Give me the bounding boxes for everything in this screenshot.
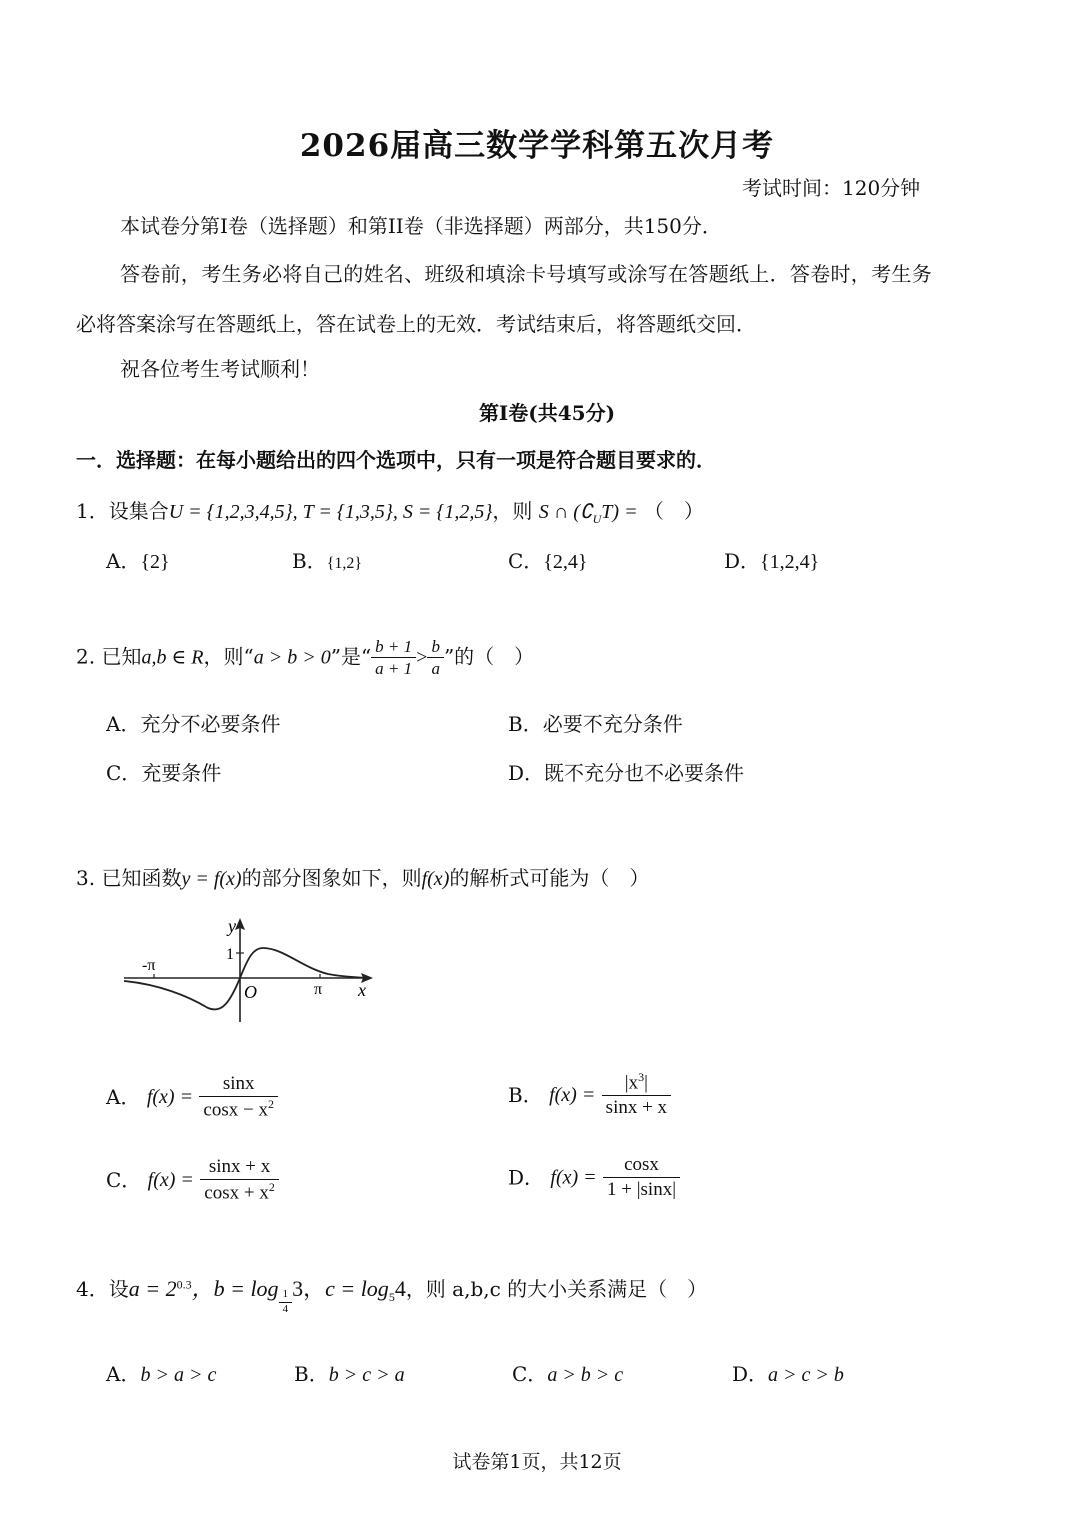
q4-b-base: $\frac{1}{4}$ xyxy=(279,1288,293,1317)
q2-option-d-label: D． xyxy=(508,761,545,785)
q1-mid: ，则 xyxy=(492,499,533,523)
q2-gt: > xyxy=(416,646,428,669)
section-title: 第I卷(共45分) xyxy=(478,401,616,425)
q1-option-b-label: B． xyxy=(292,549,327,573)
q3-option-d-lhs: f(x) = xyxy=(550,1166,597,1189)
q3-option-b[interactable] xyxy=(508,1070,671,1120)
question-1-stem xyxy=(76,495,704,527)
q2-option-c-text: 充要条件 xyxy=(141,761,222,785)
q2-end: ”的（ ） xyxy=(443,644,535,669)
y-one-label: 1 xyxy=(226,946,234,963)
q2-option-a[interactable] xyxy=(106,708,280,737)
q4-option-a[interactable] xyxy=(106,1358,216,1387)
q3-prefix: 3. 已知函数 xyxy=(76,866,182,890)
y-label: y xyxy=(228,916,236,936)
q2-option-d[interactable] xyxy=(508,757,744,786)
q3-option-c-frac: $\frac{\sin x + x}{\cos x + x^2}$ xyxy=(200,1155,279,1205)
q4-option-d[interactable] xyxy=(732,1358,844,1387)
q4-option-a-label: A． xyxy=(106,1362,141,1386)
q1-option-c-label: C． xyxy=(508,549,544,573)
question-3-stem xyxy=(76,862,649,891)
q3-option-a-label: A． xyxy=(106,1084,141,1109)
q4-option-c-text: a > b > c xyxy=(547,1364,624,1386)
q4-option-b-label: B． xyxy=(294,1362,329,1386)
q4-end: ，则 a,b,c 的大小关系满足（ ） xyxy=(405,1277,708,1301)
q3-option-b-lhs: f(x) = xyxy=(549,1083,596,1106)
q2-fraction-2: $\frac{b}{a}$ xyxy=(427,636,444,680)
q2-option-d-text: 既不充分也不必要条件 xyxy=(544,761,745,785)
q2-option-b-label: B． xyxy=(508,712,543,736)
q2-option-c[interactable] xyxy=(106,757,221,786)
q1-option-a[interactable] xyxy=(106,545,170,574)
instruction-line-2: 答卷前，考生务必将自己的姓名、班级和填涂卡号填写或涂写在答题纸上．答卷时，考生务 xyxy=(120,262,932,286)
q2-option-a-label: A． xyxy=(106,712,141,736)
q2-stmt: a > b > 0 xyxy=(253,646,331,669)
q2-prefix: 2. 已知 xyxy=(76,644,142,669)
q2-option-c-label: C． xyxy=(106,761,142,785)
q3-end: 的解析式可能为（ ） xyxy=(449,866,650,890)
q1-option-b[interactable] xyxy=(292,545,362,574)
q1-prefix: 1．设集合 xyxy=(76,499,169,523)
pi-label: π xyxy=(314,981,323,998)
q3-option-c[interactable] xyxy=(106,1155,279,1205)
q4-option-a-text: b > a > c xyxy=(140,1364,217,1386)
q4-a-sup: 0.3 xyxy=(176,1277,192,1292)
q2-mid: ，则“ xyxy=(203,644,254,669)
q4-option-b-text: b > c > a xyxy=(328,1364,405,1386)
q4-c-sub: 5 xyxy=(388,1290,395,1304)
q1-option-b-text: {1,2} xyxy=(326,555,363,572)
q2-option-b[interactable] xyxy=(508,708,683,737)
q1-expr: U = {1,2,3,4,5}, T = {1,3,5}, S = {1,2,5} xyxy=(168,501,493,523)
instruction-line-4: 祝各位考生考试顺利！ xyxy=(120,357,320,381)
q2-fraction-1: $\frac{b + 1}{a + 1}$ xyxy=(371,636,416,680)
q3-option-a-frac: $\frac{\sin x}{\cos x - x^2}$ xyxy=(199,1072,278,1122)
q3-function-graph xyxy=(118,910,388,1025)
q4-option-b[interactable] xyxy=(294,1358,405,1387)
page-footer: 试卷第1页，共12页 xyxy=(452,1451,622,1473)
q3-fx: y = f(x) xyxy=(181,868,242,890)
q3-option-d[interactable] xyxy=(508,1153,680,1202)
q3-option-c-label: C． xyxy=(106,1167,142,1192)
q3-option-d-frac: $\frac{\cos x}{1 + |\sin x|}$ xyxy=(603,1153,680,1202)
q2-cond: a,b ∈ R xyxy=(141,646,204,669)
q1-paren: （ ） xyxy=(643,499,704,523)
q4-c-def: c = log xyxy=(325,1276,389,1301)
q3-mid: 的部分图象如下，则 xyxy=(241,866,422,890)
q1-option-c-text: {2,4} xyxy=(543,551,588,573)
q3-option-a[interactable] xyxy=(106,1072,278,1122)
q3-option-c-lhs: f(x) = xyxy=(147,1168,194,1191)
q4-c-end: 4 xyxy=(394,1276,406,1301)
q4-option-d-label: D． xyxy=(732,1362,769,1386)
q1-ask-end: T) = xyxy=(601,501,638,523)
q4-option-c[interactable] xyxy=(512,1358,623,1387)
q3-option-b-label: B． xyxy=(508,1082,543,1107)
q4-prefix: 4．设 xyxy=(76,1277,129,1301)
instruction-line-1: 本试卷分第I卷（选择题）和第II卷（非选择题）两部分，共150分． xyxy=(120,214,722,238)
q2-option-b-text: 必要不充分条件 xyxy=(542,712,683,736)
section-heading: 一．选择题：在每小题给出的四个选项中，只有一项是符合题目要求的． xyxy=(76,448,716,472)
q1-option-d-label: D． xyxy=(724,549,761,573)
neg-pi-label: -π xyxy=(142,957,156,974)
q4-option-d-text: a > c > b xyxy=(768,1364,844,1386)
q3-option-b-frac: $\frac{|x^3|}{\sin x + x}$ xyxy=(602,1070,671,1120)
q4-a-def: a = 2 xyxy=(128,1276,177,1301)
q3-fx2: f(x) xyxy=(421,868,450,890)
q1-ask-sub: U xyxy=(592,512,602,526)
page-title: 2026届高三数学学科第五次月考 xyxy=(299,128,775,164)
q2-mid2: ”是“ xyxy=(330,644,372,669)
q4-option-c-label: C． xyxy=(512,1362,548,1386)
q4-b-def: ，b = log xyxy=(191,1276,279,1301)
x-label: x xyxy=(358,980,366,1000)
q3-option-d-label: D． xyxy=(508,1165,545,1190)
q2-option-a-text: 充分不必要条件 xyxy=(140,712,281,736)
q1-option-d[interactable] xyxy=(724,545,819,574)
q3-option-a-lhs: f(x) = xyxy=(146,1085,194,1108)
exam-time: 考试时间：120分钟 xyxy=(742,176,921,200)
q1-option-a-label: A． xyxy=(106,549,141,573)
q4-b-end: 3， xyxy=(292,1276,326,1301)
instruction-line-3: 必将答案涂写在答题纸上，答在试卷上的无效．考试结束后，将答题纸交回． xyxy=(76,312,756,336)
q1-option-d-text: {1,2,4} xyxy=(760,551,820,573)
q1-option-a-text: {2} xyxy=(140,551,170,573)
q1-ask: S ∩ (∁ xyxy=(538,501,593,523)
q1-option-c[interactable] xyxy=(508,545,588,574)
question-4-stem xyxy=(76,1276,707,1317)
origin-label: O xyxy=(244,982,257,1002)
question-2-stem xyxy=(76,636,534,680)
